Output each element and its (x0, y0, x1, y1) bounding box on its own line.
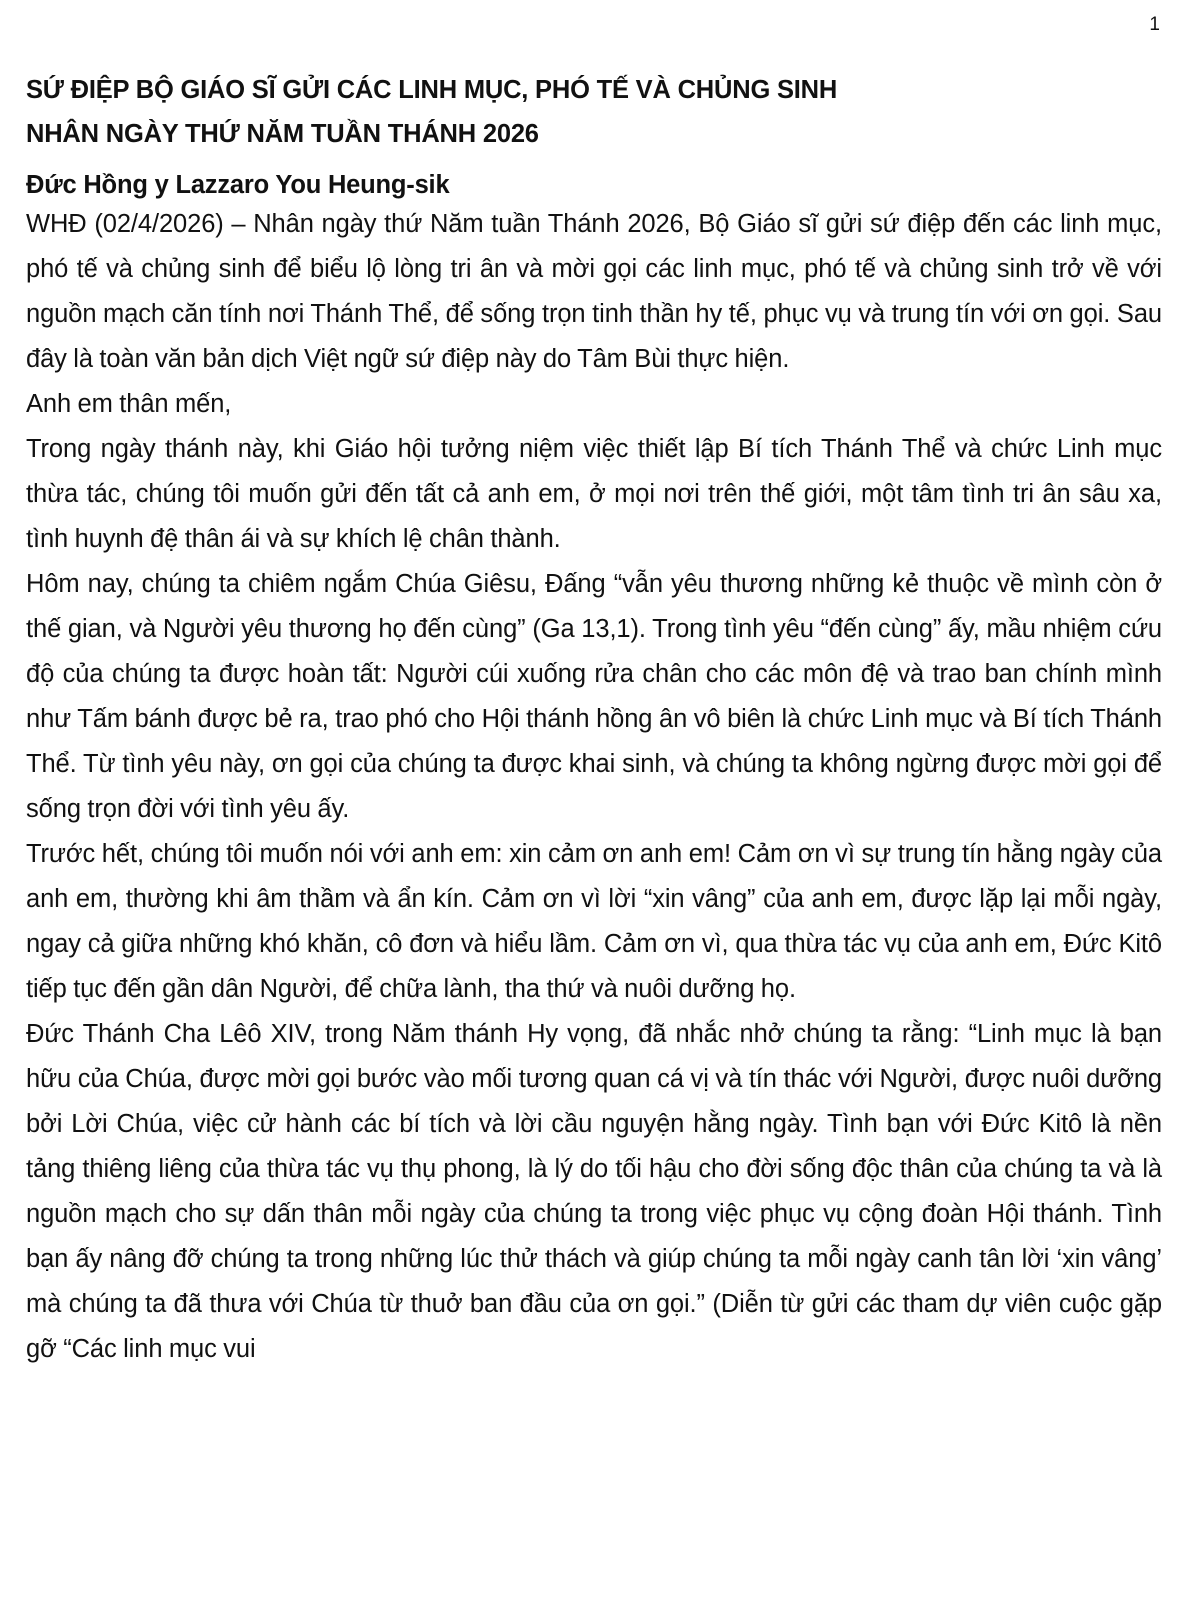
body-paragraph: Trước hết, chúng tôi muốn nói với anh em: xin cảm ơn anh em! Cảm ơn vì sự trung tín hằng ngày của anh em, thường khi âm thầm và ẩn kín. Cảm ơn vì lời “xin vâng” của anh em, được lặp lại mỗi ngày, ngay cả giữa những khó khăn, cô đơn và hiểu lầm. Cảm ơn vì, qua thừa tác vụ của anh em, Đức Kitô tiếp tục đến gần dân Người, để chữa lành, tha thứ và nuôi dưỡng họ. (26, 840, 1162, 1003)
intro-paragraph: WHĐ (02/4/2026) – Nhân ngày thứ Năm tuần Thánh 2026, Bộ Giáo sĩ gửi sứ điệp đến các linh mục, phó tế và chủng sinh để biểu lộ lòng tri ân và mời gọi các linh mục, phó tế và chủng sinh trở về với nguồn mạch căn tính nơi Thánh Thể, để sống trọn tinh thần hy tế, phục vụ và trung tín với ơn gọi. Sau đây là toàn văn bản dịch Việt ngữ sứ điệp này do Tâm Bùi thực hiện. (26, 210, 1162, 373)
title-line-1: SỨ ĐIỆP BỘ GIÁO SĨ GỬI CÁC LINH MỤC, PHÓ TẾ VÀ CHỦNG SINH (26, 76, 838, 104)
document-title (26, 68, 1162, 156)
body-paragraph: Đức Thánh Cha Lêô XIV, trong Năm thánh Hy vọng, đã nhắc nhở chúng ta rằng: “Linh mục là bạn hữu của Chúa, được mời gọi bước vào mối tương quan cá vị và tín thác với Người, được nuôi dưỡng bởi Lời Chúa, việc cử hành các bí tích và lời cầu nguyện hằng ngày. Tình bạn với Đức Kitô là nền tảng thiêng liêng của thừa tác vụ thụ phong, là lý do tối hậu cho đời sống độc thân của chúng ta và là nguồn mạch cho sự dấn thân mỗi ngày của chúng ta trong việc phục vụ cộng đoàn Hội thánh. Tình bạn ấy nâng đỡ chúng ta trong những lúc thử thách và giúp chúng ta mỗi ngày canh tân lời ‘xin vâng’ mà chúng ta đã thưa với Chúa từ thuở ban đầu của ơn gọi.” (Diễn từ gửi các tham dự viên cuộc gặp gỡ “Các linh mục vui (26, 1020, 1162, 1363)
body-paragraph: Hôm nay, chúng ta chiêm ngắm Chúa Giêsu, Đấng “vẫn yêu thương những kẻ thuộc về mình còn ở thế gian, và Người yêu thương họ đến cùng” (Ga 13,1). Trong tình yêu “đến cùng” ấy, mầu nhiệm cứu độ của chúng ta được hoàn tất: Người cúi xuống rửa chân cho các môn đệ và trao ban chính mình như Tấm bánh được bẻ ra, trao phó cho Hội thánh hồng ân vô biên là chức Linh mục và Bí tích Thánh Thể. Từ tình yêu này, ơn gọi của chúng ta được khai sinh, và chúng ta không ngừng được mời gọi để sống trọn đời với tình yêu ấy. (26, 570, 1162, 823)
document-body (26, 68, 1162, 1372)
salutation: Anh em thân mến, (26, 390, 232, 418)
author-line: Đức Hồng y Lazzaro You Heung-sik (26, 171, 450, 199)
title-line-2: NHÂN NGÀY THỨ NĂM TUẦN THÁNH 2026 (26, 120, 539, 148)
body-paragraph: Trong ngày thánh này, khi Giáo hội tưởng niệm việc thiết lập Bí tích Thánh Thể và chức Linh mục thừa tác, chúng tôi muốn gửi đến tất cả anh em, ở mọi nơi trên thế giới, một tâm tình tri ân sâu xa, tình huynh đệ thân ái và sự khích lệ chân thành. (26, 435, 1162, 553)
page-number: 1 (1149, 14, 1160, 35)
